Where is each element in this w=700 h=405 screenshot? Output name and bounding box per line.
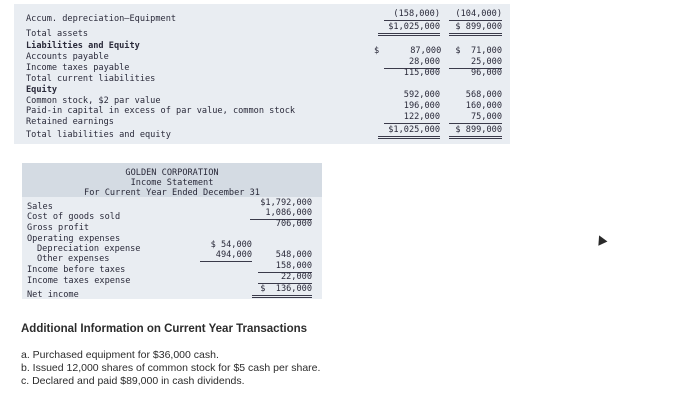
depreciation-value: $ 54,000: [210, 240, 252, 250]
other-expenses-label: Other expenses: [37, 254, 110, 264]
income-tax-label: Income taxes expense: [27, 276, 131, 286]
bs-prev: 25,000: [449, 57, 502, 69]
cogs-label: Cost of goods sold: [27, 212, 121, 222]
depreciation-label: Depreciation expense: [37, 244, 141, 254]
net-income-label: Net income: [27, 290, 79, 300]
opex-total-value: 548,000: [275, 250, 312, 260]
bs-prev: 568,000: [465, 90, 502, 100]
transaction-item: b. Issued 12,000 shares of common stock for $5 cash per share.: [21, 362, 321, 374]
income-before-taxes-value: 158,000: [258, 261, 312, 273]
bs-prev: 96,000: [470, 68, 502, 78]
bs-prev: $ 899,000: [449, 22, 502, 36]
bs-label: Accum. depreciation—Equipment: [26, 14, 177, 24]
bs-cur: $1,025,000: [378, 22, 440, 36]
bs-label: Total current liabilities: [26, 74, 156, 84]
additional-info-title: Additional Information on Current Year Transactions: [21, 323, 308, 335]
transaction-item: a. Purchased equipment for $36,000 cash.: [21, 349, 219, 361]
bs-cur: 592,000: [403, 90, 440, 100]
transaction-item: c. Declared and paid $89,000 in cash dividends.: [21, 375, 245, 387]
bs-cur: $1,025,000: [378, 125, 440, 139]
bs-label: Retained earnings: [26, 117, 114, 127]
bs-label: Paid-in capital in excess of par value, common stock: [26, 106, 296, 116]
other-expenses-value: 494,000: [200, 250, 252, 262]
bs-prev: $ 71,000: [455, 46, 502, 56]
bs-prev: $ 899,000: [449, 125, 502, 139]
gross-profit-label: Gross profit: [27, 223, 90, 233]
bs-section-heading: Liabilities and Equity: [26, 41, 140, 51]
sales-label: Sales: [27, 202, 53, 212]
gross-profit-value: 706,000: [275, 219, 312, 229]
sales-value: $1,792,000: [260, 198, 312, 208]
bs-label: Total assets: [26, 29, 89, 39]
company-name: GOLDEN CORPORATION: [125, 168, 219, 178]
bs-cur: 196,000: [403, 101, 440, 111]
bs-cur: (158,000): [384, 9, 440, 21]
bs-label: Income taxes payable: [26, 63, 130, 73]
bs-cur: $ 87,000: [374, 46, 442, 56]
statement-period: For Current Year Ended December 31: [84, 188, 260, 198]
bs-prev: 160,000: [465, 101, 502, 111]
bs-cur: 115,000: [403, 68, 440, 78]
statement-title: Income Statement: [130, 178, 214, 188]
bs-cur: 122,000: [384, 112, 440, 124]
income-before-taxes-label: Income before taxes: [27, 265, 126, 275]
bs-prev: (104,000): [449, 9, 502, 21]
net-income-value: $ 136,000: [252, 284, 312, 298]
bs-prev: 75,000: [449, 112, 502, 124]
bs-section-heading: Equity: [26, 85, 58, 95]
bs-label: Total liabilities and equity: [26, 130, 171, 140]
bs-cur: 28,000: [384, 57, 440, 69]
opex-label: Operating expenses: [27, 234, 121, 244]
income-tax-value: 22,000: [258, 272, 312, 284]
mouse-cursor-icon: [595, 233, 608, 245]
bs-label: Common stock, $2 par value: [26, 96, 161, 106]
bs-label: Accounts payable: [26, 52, 109, 62]
cogs-value: 1,086,000: [250, 208, 312, 220]
